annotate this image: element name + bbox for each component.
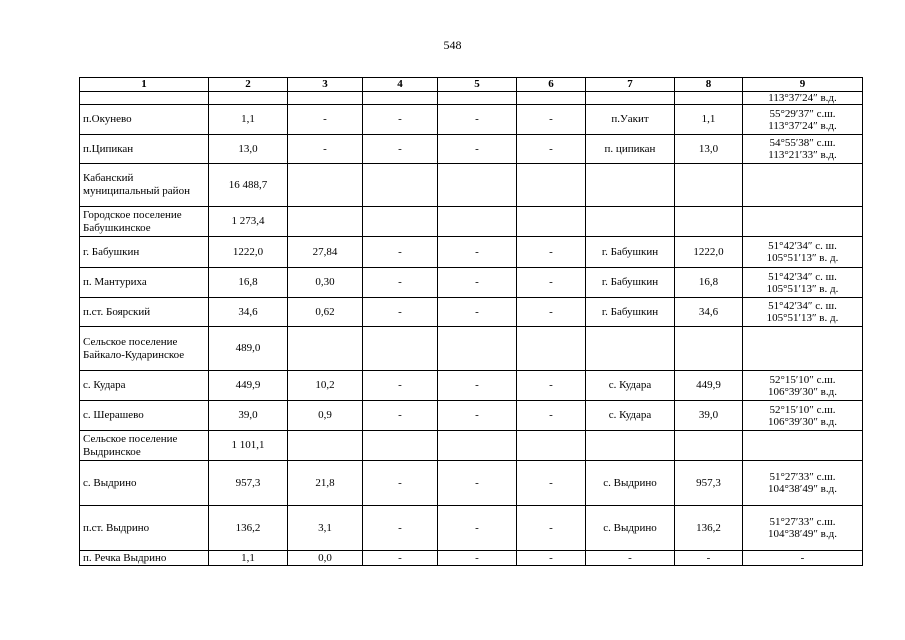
table-row (80, 164, 863, 207)
coordinates-cell (743, 431, 863, 461)
coordinates-cell: 55°29′37″ с.ш. 113°37′24″ в.д. (743, 105, 863, 135)
table-cell: - (517, 237, 586, 268)
table-cell (438, 207, 517, 237)
table-cell (209, 92, 288, 105)
coordinates-cell: 52°15′10″ с.ш. 106°39′30″ в.д. (743, 371, 863, 401)
table-cell: с. Выдрино (586, 506, 675, 551)
row-label-cell: п.Окунево (80, 105, 209, 135)
table-cell (438, 92, 517, 105)
table-cell: 34,6 (209, 298, 288, 327)
coordinates-cell: 51°27′33″ с.ш. 104°38′49″ в.д. (743, 506, 863, 551)
row-label-cell: п.ст. Выдрино (80, 506, 209, 551)
table-cell: - (517, 371, 586, 401)
row-label-cell: с. Выдрино (80, 461, 209, 506)
coordinates-cell (743, 164, 863, 207)
table-cell: - (288, 105, 363, 135)
column-header: 4 (363, 78, 438, 92)
table-row (80, 401, 863, 431)
table-row (80, 207, 863, 237)
table-cell: - (363, 105, 438, 135)
table-cell: 39,0 (675, 401, 743, 431)
table-cell (288, 92, 363, 105)
table-cell: 1 273,4 (209, 207, 288, 237)
table-cell: - (438, 506, 517, 551)
row-label-cell: Сельское поселение Выдринское (80, 431, 209, 461)
table-cell: 13,0 (675, 135, 743, 164)
table-cell (517, 431, 586, 461)
table-cell: - (438, 401, 517, 431)
table-cell: - (363, 135, 438, 164)
table-row (80, 298, 863, 327)
table-cell: - (586, 551, 675, 566)
coordinates-cell: 52°15′10″ с.ш. 106°39′30″ в.д. (743, 401, 863, 431)
table-cell: п.Уакит (586, 105, 675, 135)
table-cell: - (438, 298, 517, 327)
row-label-cell: с. Кудара (80, 371, 209, 401)
table-cell: 21,8 (288, 461, 363, 506)
table-cell: - (517, 461, 586, 506)
table-cell: 39,0 (209, 401, 288, 431)
table-cell: - (438, 135, 517, 164)
table-cell: 10,2 (288, 371, 363, 401)
table-row (80, 327, 863, 371)
row-label-cell: с. Шерашево (80, 401, 209, 431)
table-cell: 16,8 (209, 268, 288, 298)
table-cell (363, 431, 438, 461)
column-header: 5 (438, 78, 517, 92)
table-cell (517, 92, 586, 105)
table-cell: с. Выдрино (586, 461, 675, 506)
table-cell: - (438, 371, 517, 401)
table-cell (675, 431, 743, 461)
table-cell: г. Бабушкин (586, 237, 675, 268)
table-cell (675, 92, 743, 105)
table-cell: - (517, 105, 586, 135)
table-cell (586, 164, 675, 207)
coordinates-cell (743, 327, 863, 371)
table-cell: 957,3 (209, 461, 288, 506)
table-cell: - (517, 506, 586, 551)
table-row (80, 461, 863, 506)
table-cell: 1 101,1 (209, 431, 288, 461)
table-cell (438, 164, 517, 207)
table-row (80, 506, 863, 551)
coordinates-cell: 54°55′38″ с.ш. 113°21′33″ в.д. (743, 135, 863, 164)
table-cell: - (438, 237, 517, 268)
table-cell: - (438, 268, 517, 298)
table-cell: г. Бабушкин (586, 298, 675, 327)
table-cell (288, 207, 363, 237)
table-cell: 1,1 (209, 105, 288, 135)
coordinates-cell: 51°27′33″ с.ш. 104°38′49″ в.д. (743, 461, 863, 506)
table-cell (675, 207, 743, 237)
table-cell: 1,1 (209, 551, 288, 566)
table-cell (586, 431, 675, 461)
table-cell: 136,2 (209, 506, 288, 551)
table-cell (438, 327, 517, 371)
row-label-cell: п. Речка Выдрино (80, 551, 209, 566)
column-header: 9 (743, 78, 863, 92)
page-number: 548 (443, 38, 462, 52)
coordinates-cell: 51°42′34″ с. ш. 105°51′13″ в. д. (743, 237, 863, 268)
row-label-cell: Кабанский муниципальный район (80, 164, 209, 207)
table-cell: 16 488,7 (209, 164, 288, 207)
table-cell: - (517, 135, 586, 164)
table-row (80, 105, 863, 135)
table-cell: - (438, 105, 517, 135)
table-cell: г. Бабушкин (586, 268, 675, 298)
row-label-cell: п.Ципикан (80, 135, 209, 164)
table-cell: 0,30 (288, 268, 363, 298)
table-cell (517, 207, 586, 237)
table-cell (363, 207, 438, 237)
table-cell: - (675, 551, 743, 566)
column-header: 7 (586, 78, 675, 92)
table-cell: - (438, 461, 517, 506)
table-cell: с. Кудара (586, 371, 675, 401)
table-cell: п. ципикан (586, 135, 675, 164)
table-cell: 449,9 (209, 371, 288, 401)
table-cell: 3,1 (288, 506, 363, 551)
table-cell: - (517, 401, 586, 431)
table-cell (675, 164, 743, 207)
column-header: 8 (675, 78, 743, 92)
table-cell: 34,6 (675, 298, 743, 327)
coordinates-cell: 51°42′34″ с. ш. 105°51′13″ в. д. (743, 298, 863, 327)
table-cell: - (363, 371, 438, 401)
table-cell: 1,1 (675, 105, 743, 135)
table-cell: - (363, 237, 438, 268)
table-cell (363, 92, 438, 105)
table-row (80, 92, 863, 105)
table-row (80, 268, 863, 298)
table-cell: 489,0 (209, 327, 288, 371)
table-cell: - (363, 506, 438, 551)
table-cell: - (517, 551, 586, 566)
table-cell: 1222,0 (209, 237, 288, 268)
table-cell: 16,8 (675, 268, 743, 298)
table-cell: - (517, 298, 586, 327)
table-row (80, 431, 863, 461)
table-cell (517, 327, 586, 371)
table-cell: 957,3 (675, 461, 743, 506)
row-label-cell (80, 92, 209, 105)
table-row (80, 135, 863, 164)
table-cell (363, 327, 438, 371)
table-cell (288, 164, 363, 207)
table-cell: 449,9 (675, 371, 743, 401)
table-cell: 0,62 (288, 298, 363, 327)
table-cell (586, 327, 675, 371)
table-cell: с. Кудара (586, 401, 675, 431)
table-cell (438, 431, 517, 461)
coordinates-cell: - (743, 551, 863, 566)
header-row (80, 78, 863, 92)
table-cell: 136,2 (675, 506, 743, 551)
table-cell: - (288, 135, 363, 164)
table-row (80, 551, 863, 566)
table-cell (517, 164, 586, 207)
coordinates-cell (743, 207, 863, 237)
row-label-cell: Сельское поселение Байкало-Кударинское (80, 327, 209, 371)
table-cell: - (363, 461, 438, 506)
table-row (80, 237, 863, 268)
table-cell (288, 327, 363, 371)
row-label-cell: г. Бабушкин (80, 237, 209, 268)
table-cell (363, 164, 438, 207)
table-cell: - (363, 551, 438, 566)
table-row (80, 371, 863, 401)
column-header: 3 (288, 78, 363, 92)
table-cell: 1222,0 (675, 237, 743, 268)
table-cell (586, 207, 675, 237)
data-table (79, 77, 863, 566)
table-cell: 0,0 (288, 551, 363, 566)
table-cell: 13,0 (209, 135, 288, 164)
row-label-cell: п. Мантуриха (80, 268, 209, 298)
column-header: 1 (80, 78, 209, 92)
column-header: 6 (517, 78, 586, 92)
coordinates-cell: 113°37′24″ в.д. (743, 92, 863, 105)
table-cell: 0,9 (288, 401, 363, 431)
table-cell: - (363, 268, 438, 298)
table-cell: - (438, 551, 517, 566)
table-cell (586, 92, 675, 105)
coordinates-cell: 51°42′34″ с. ш. 105°51′13″ в. д. (743, 268, 863, 298)
table-cell: 27,84 (288, 237, 363, 268)
table-cell: - (517, 268, 586, 298)
row-label-cell: Городское поселение Бабушкинское (80, 207, 209, 237)
table-cell: - (363, 401, 438, 431)
table-cell (675, 327, 743, 371)
table-cell: - (363, 298, 438, 327)
table-cell (288, 431, 363, 461)
row-label-cell: п.ст. Боярский (80, 298, 209, 327)
column-header: 2 (209, 78, 288, 92)
